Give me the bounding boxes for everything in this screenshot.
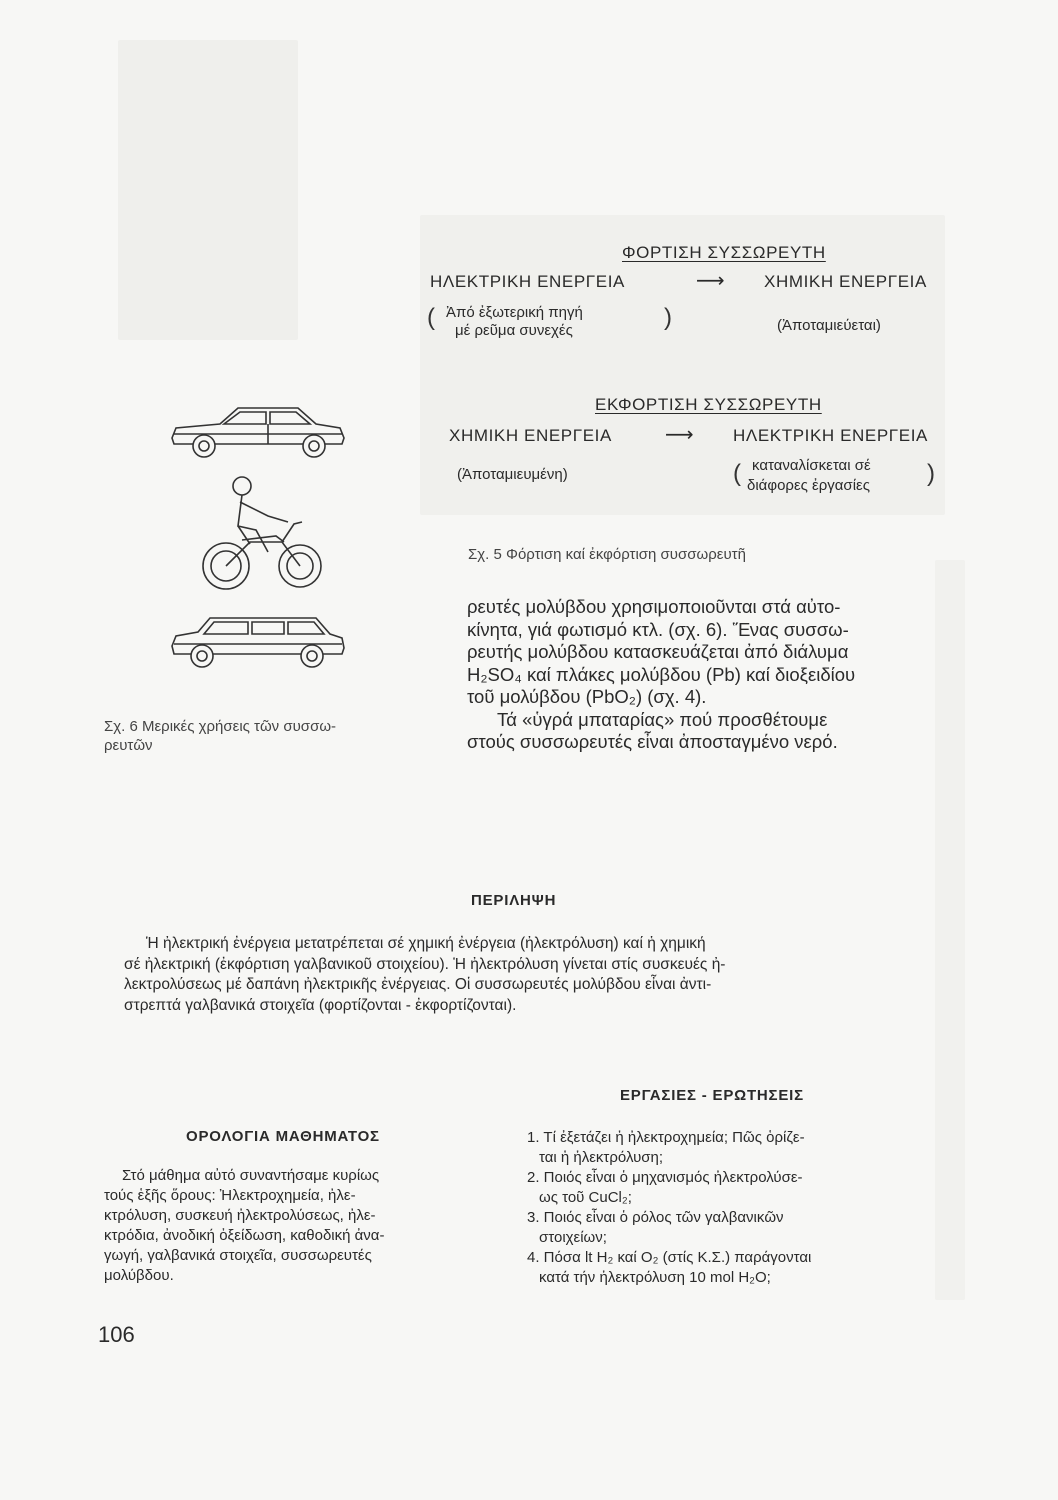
discharge-paren-open: ( [733, 460, 741, 487]
body-line: H₂SO₄ καί πλάκες μολύβδου (Pb) καί διοξειδίου [467, 663, 856, 685]
exercises-heading: ΕΡΓΑΣΙΕΣ - ΕΡΩΤΗΣΕΙΣ [620, 1087, 804, 1104]
summary-line: λεκτρολύσεως μέ δαπάνη ἠλεκτρικῆς ἐνέργειας. Οἱ συσσωρευτές μολύβδου εἶναι ἀντι- [124, 976, 712, 993]
exercise-line: 4. Πόσα lt H₂ καί O₂ (στίς Κ.Σ.) παράγονται [527, 1249, 812, 1266]
motorcycle-illustration [198, 470, 328, 592]
show-through-top-left [118, 40, 298, 340]
body-line: τοῦ μολύβδου (PbO₂) (σχ. 4). [467, 686, 707, 707]
body-line: ρευτής μολύβδου κατασκευάζεται ἀπό διάλυμα [467, 641, 849, 662]
terminology-line: γωγή, γαλβανικά στοιχεῖα, συσσωρευτές [104, 1247, 372, 1264]
discharge-note-left: (Ἀποταμιευμένη) [457, 466, 568, 483]
exercise-line: στοιχείων; [539, 1229, 607, 1246]
page-number: 106 [98, 1322, 135, 1347]
summary-line: Ἡ ἠλεκτρική ἐνέργεια μετατρέπεται σέ χημική ἐνέργεια (ἠλεκτρόλυση) καί ἡ χημική [146, 935, 706, 952]
charge-from: ΗΛΕΚΤΡΙΚΗ ΕΝΕΡΓΕΙΑ [430, 272, 625, 291]
discharge-note-right-1: καταναλίσκεται σέ [752, 457, 871, 474]
terminology-line: μολύβδου. [104, 1267, 174, 1284]
discharge-arrow: ⟶ [665, 424, 694, 446]
discharge-note-right-2: διάφορες ἐργασίες [747, 477, 870, 494]
figure6-caption-1: Σχ. 6 Μερικές χρήσεις τῶν συσσω- [104, 718, 337, 735]
charge-note-left-2: μέ ρεῦμα συνεχές [455, 322, 573, 339]
charge-note-left-1: Ἀπό ἐξωτερική πηγή [446, 304, 583, 321]
body-paragraph [467, 596, 947, 754]
exercises-list [527, 1128, 937, 1288]
terminology-line: κτρόλυση, συσκευή ἠλεκτρολύσεως, ἠλε- [104, 1207, 376, 1224]
figure6-caption-2: ρευτῶν [104, 737, 153, 754]
exercise-line: ται ἡ ἠλεκτρόλυση; [539, 1149, 664, 1166]
figure5-caption: Σχ. 5 Φόρτιση καί ἐκφόρτιση συσσωρευτῆ [468, 546, 746, 563]
sedan-illustration [168, 402, 348, 464]
charge-title: ΦΟΡΤΙΣΗ ΣΥΣΣΩΡΕΥΤΗ [622, 243, 826, 262]
charge-note-right: (Ἀποταμιεύεται) [777, 317, 881, 334]
terminology-text [104, 1166, 500, 1286]
discharge-paren-close: ) [927, 460, 935, 487]
terminology-line: κτρόδια, ἀνοδική ὀξείδωση, καθοδική ἀνα- [104, 1227, 385, 1244]
summary-line: στρεπτά γαλβανικά στοιχεῖα (φορτίζονται - ἐκφορτίζονται). [124, 996, 517, 1014]
discharge-to: ΗΛΕΚΤΡΙΚΗ ΕΝΕΡΓΕΙΑ [733, 426, 928, 445]
body-line: κίνητα, γιά φωτισμό κτλ. (σχ. 6). Ἕνας συσσω- [467, 618, 849, 640]
terminology-line: Στό μάθημα αὐτό συναντήσαμε κυρίως [122, 1167, 380, 1184]
summary-heading: ΠΕΡΙΛΗΨΗ [471, 892, 557, 909]
body-line: στούς συσσωρευτές εἶναι ἀποσταγμένο νερό. [467, 731, 838, 752]
exercise-line: 2. Ποιός εἶναι ὁ μηχανισμός ἠλεκτρολύσε- [527, 1169, 803, 1186]
exercise-line: 3. Ποιός εἶναι ὁ ρόλος τῶν γαλβανικῶν [527, 1209, 784, 1226]
body-line: ρευτές μολύβδου χρησιμοποιοῦνται στά αὐτο- [467, 596, 841, 617]
exercise-line: 1. Τί ἐξετάζει ἡ ἠλεκτροχημεία; Πῶς ὁρίζε- [527, 1129, 805, 1146]
charge-to: ΧΗΜΙΚΗ ΕΝΕΡΓΕΙΑ [764, 272, 927, 291]
summary-line: σέ ἠλεκτρική (ἐκφόρτιση γαλβανικοῦ στοιχείου). Ἡ ἠλεκτρόλυση γίνεται στίς συσκευές ἠ- [124, 955, 726, 973]
discharge-from: ΧΗΜΙΚΗ ΕΝΕΡΓΕΙΑ [449, 426, 612, 445]
exercise-line: ως τοῦ CuCl₂; [539, 1189, 632, 1206]
terminology-heading: ΟΡΟΛΟΓΙΑ ΜΑΘΗΜΑΤΟΣ [186, 1128, 380, 1145]
charge-paren-close: ) [664, 304, 672, 331]
discharge-title: ΕΚΦΟΡΤΙΣΗ ΣΥΣΣΩΡΕΥΤΗ [595, 395, 822, 414]
terminology-line: τούς ἑξῆς ὅρους: Ἠλεκτροχημεία, ἠλε- [104, 1187, 356, 1204]
charge-arrow: ⟶ [696, 270, 725, 292]
exercise-line: κατά τήν ἠλεκτρόλυση 10 mol H₂O; [539, 1269, 771, 1286]
body-line: Τά «ὑγρά μπαταρίας» πού προσθέτουμε [497, 708, 828, 730]
summary-text [124, 934, 936, 1016]
station-wagon-illustration [168, 612, 346, 672]
charge-paren-open: ( [427, 304, 435, 331]
